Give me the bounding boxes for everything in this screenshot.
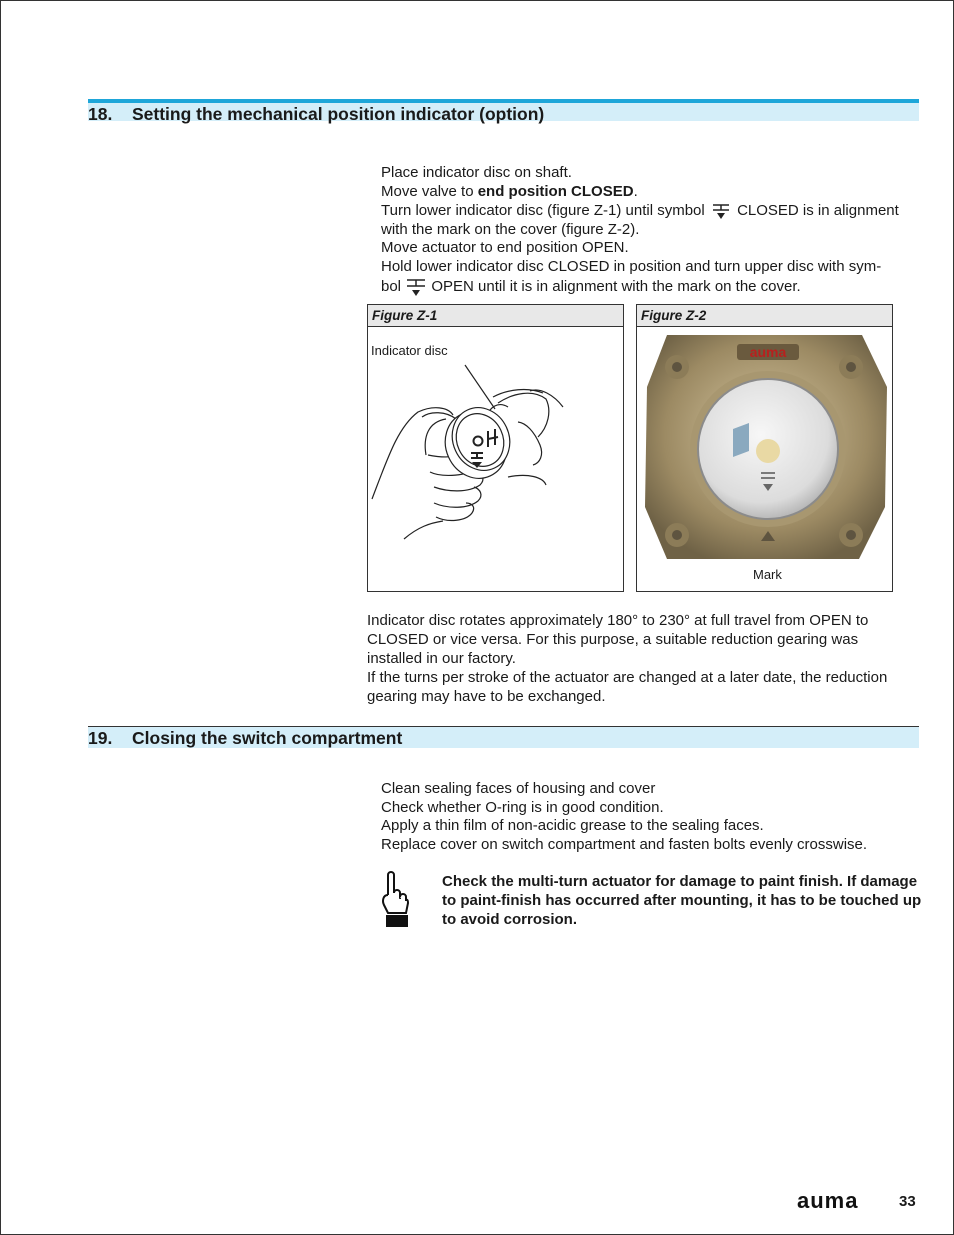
body-text: installed in our factory. [367, 650, 516, 667]
instruction-line: Place indicator disc on shaft. [381, 164, 572, 181]
closed-symbol-icon [709, 202, 733, 220]
section-title: Setting the mechanical position indicator (option) [132, 104, 545, 124]
page-number: 33 [899, 1193, 916, 1210]
instruction-line: Move valve to end position CLOSED. [381, 183, 638, 200]
hand-with-disc-illustration [368, 327, 623, 591]
auma-logo [797, 1191, 873, 1211]
body-text: gearing may have to be exchanged. [367, 688, 606, 705]
mark-label: Mark [753, 567, 782, 582]
body-text: Indicator disc rotates approximately 180° to 230° at full travel from OPEN to [367, 612, 869, 629]
section-18-header [88, 99, 919, 124]
instruction-line: Hold lower indicator disc CLOSED in position and turn upper disc with sym- [381, 258, 882, 275]
svg-text:auma: auma [797, 1191, 859, 1211]
instruction-line: Turn lower indicator disc (figure Z-1) until symbol CLOSED is in alignment [381, 202, 899, 219]
brand-plate: auma [749, 344, 787, 360]
body-text: CLOSED or vice versa. For this purpose, a suitable reduction gearing was [367, 631, 859, 648]
section-number: 19. [88, 728, 113, 748]
open-symbol-icon [405, 277, 427, 297]
body-text: If the turns per stroke of the actuator are changed at a later date, the reduction [367, 669, 888, 686]
instruction-line: Clean sealing faces of housing and cover [381, 780, 656, 797]
figure-caption: Figure Z-2 [637, 305, 892, 327]
instruction-line: Check whether O-ring is in good condition. [381, 799, 664, 816]
actuator-cover-photo [637, 327, 892, 591]
figure-z1 [367, 304, 624, 592]
pointing-hand-icon [380, 869, 412, 929]
section-title: Closing the switch compartment [132, 728, 403, 748]
figure-z2 [636, 304, 893, 592]
warning-note: Check the multi-turn actuator for damage to paint finish. If damage to paint-finish has occurred after mounting, it has to be touched up to avoid corrosion. [442, 873, 922, 928]
section-19-header [88, 726, 919, 748]
instruction-line: Move actuator to end position OPEN. [381, 239, 629, 256]
figure-caption: Figure Z-1 [368, 305, 623, 327]
instruction-line: Replace cover on switch compartment and fasten bolts evenly crosswise. [381, 836, 868, 853]
section-number: 18. [88, 104, 113, 124]
instruction-line: Apply a thin film of non-acidic grease to the sealing faces. [381, 817, 764, 834]
instruction-line: bol OPEN until it is in alignment with the mark on the cover. [381, 277, 801, 297]
instruction-line: with the mark on the cover (figure Z-2). [381, 221, 640, 238]
indicator-disc-label: Indicator disc [371, 343, 448, 358]
